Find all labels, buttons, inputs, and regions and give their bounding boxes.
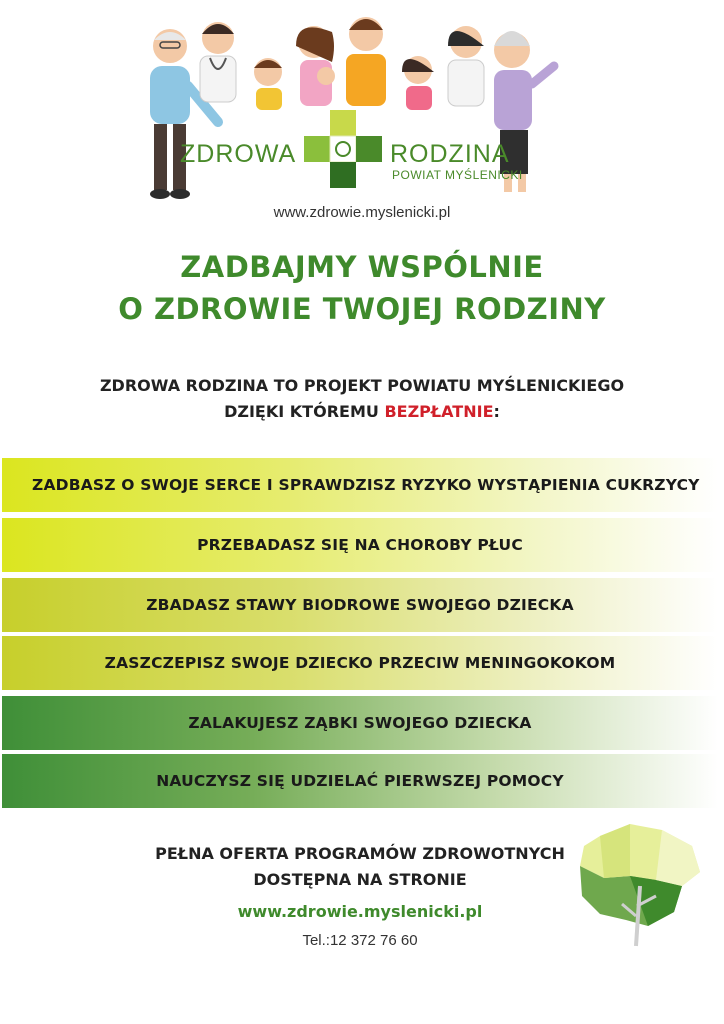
benefit-band: ZBADASZ STAWY BIODROWE SWOJEGO DZIECKA xyxy=(2,578,718,632)
logo-word-left: ZDROWA xyxy=(180,140,297,168)
headline-line-2: O ZDROWIE TWOJEJ RODZINY xyxy=(118,292,606,326)
benefit-band: ZADBASZ O SWOJE SERCE I SPRAWDZISZ RYZYKO WYSTĄPIENIA CUKRZYCY xyxy=(2,458,718,512)
offer-line-2: DOSTĘPNA NA STRONIE xyxy=(253,870,467,889)
website-url-bottom[interactable]: www.zdrowie.myslenicki.pl xyxy=(237,902,483,921)
zdrowa-rodzina-logo xyxy=(130,6,570,206)
free-highlight: BEZPŁATNIE xyxy=(384,402,494,421)
intro-line-1: ZDROWA RODZINA TO PROJEKT POWIATU MYŚLENICKIEGO xyxy=(99,376,625,395)
intro-line-2 xyxy=(0,402,724,421)
headline-line-1: ZADBAJMY WSPÓLNIE xyxy=(180,250,544,284)
phone-number: Tel.:12 372 76 60 xyxy=(302,932,418,949)
county-map-icon xyxy=(570,816,706,956)
cross-logo-icon xyxy=(304,110,382,188)
logo-subtitle: POWIAT MYŚLENICKI xyxy=(392,168,523,182)
offer-line-1: PEŁNA OFERTA PROGRAMÓW ZDROWOTNYCH xyxy=(155,844,565,863)
website-url-top[interactable]: www.zdrowie.myslenicki.pl xyxy=(273,204,451,221)
intro-line-2-prefix: DZIĘKI KTÓREMU xyxy=(224,402,385,421)
benefit-band: ZALAKUJESZ ZĄBKI SWOJEGO DZIECKA xyxy=(2,696,718,750)
benefit-band: NAUCZYSZ SIĘ UDZIELAĆ PIERWSZEJ POMOCY xyxy=(2,754,718,808)
benefit-band: PRZEBADASZ SIĘ NA CHOROBY PŁUC xyxy=(2,518,718,572)
intro-line-2-suffix: : xyxy=(493,402,500,421)
benefit-band: ZASZCZEPISZ SWOJE DZIECKO PRZECIW MENINGOKOKOM xyxy=(2,636,718,690)
logo-word-right: RODZINA xyxy=(390,140,510,168)
